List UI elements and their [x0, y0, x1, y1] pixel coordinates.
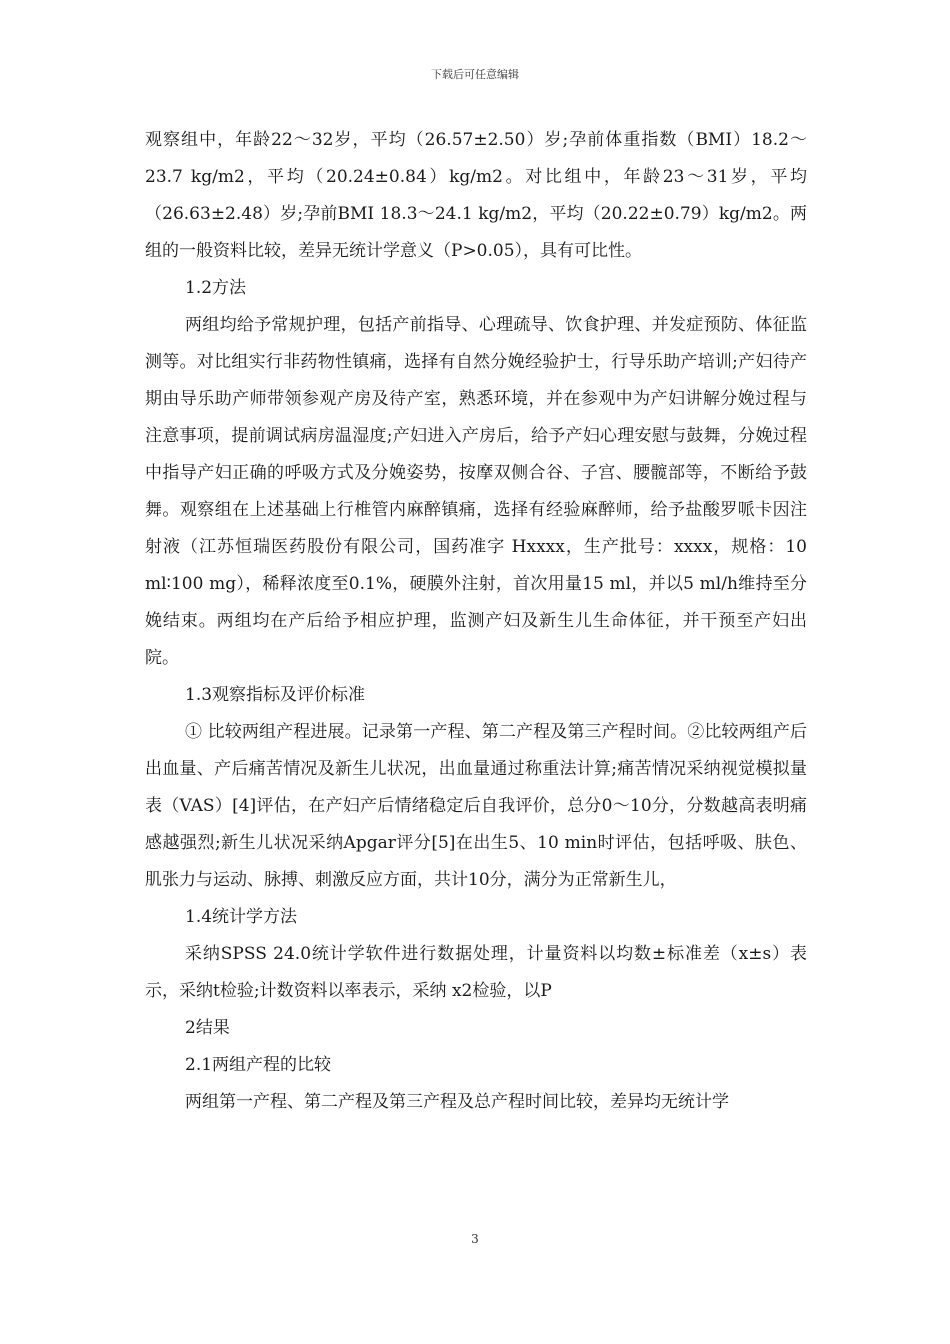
paragraph-baseline: 观察组中，年龄22～32岁，平均（26.57±2.50）岁;孕前体重指数（BMI）18.2～23.7 kg/m2，平均（20.24±0.84）kg/m2。对比组中，年龄23～31岁，平均（26.63±2.48）岁;孕前BMI 18.3～24.1 kg/m2，平均（20.22±0.79）kg/m2。两组的一般资料比较，差异无统计学意义（P>0.05），具有可比性。	[145, 130, 807, 261]
paragraph-methods: 两组均给予常规护理，包括产前指导、心理疏导、饮食护理、并发症预防、体征监测等。对比组实行非药物性镇痛，选择有自然分娩经验护士，行导乐助产培训;产妇待产期由导乐助产师带领参观产房及待产室，熟悉环境，并在参观中为产妇讲解分娩过程与注意事项，提前调试病房温湿度;产妇进入产房后，给予产妇心理安慰与鼓舞，分娩过程中指导产妇正确的呼吸方式及分娩姿势，按摩双侧合谷、子宫、腰髋部等，不断给予鼓舞。观察组在上述基础上行椎管内麻醉镇痛，选择有经验麻醉师，给予盐酸罗哌卡因注射液（江苏恒瑞医药股份有限公司，国药准字 Hxxxx，生产批号：xxxx，规格：10 ml∶100 mg），稀释浓度至0.1%，硬膜外注射，首次用量15 ml，并以5 ml/h维持至分娩结束。两组均在产后给予相应护理，监测产妇及新生儿生命体征，并干预至产妇出院。	[145, 315, 807, 668]
page-number: 3	[471, 1232, 479, 1246]
page-header: 下载后可任意编辑	[431, 68, 519, 81]
section-heading-indicators: 1.3观察指标及评价标准	[185, 685, 366, 705]
section-heading-results: 2结果	[185, 1018, 230, 1038]
section-heading-statistics: 1.4统计学方法	[185, 907, 298, 927]
paragraph-labor-comparison: 两组第一产程、第二产程及第三产程及总产程时间比较，差异均无统计学	[185, 1092, 729, 1112]
section-heading-methods: 1.2方法	[185, 278, 247, 298]
section-heading-labor-comparison: 2.1两组产程的比较	[185, 1055, 332, 1075]
document-body	[145, 122, 807, 1121]
paragraph-statistics: 采纳SPSS 24.0统计学软件进行数据处理，计量资料以均数±标准差（x±s）表示，采纳t检验;计数资料以率表示，采纳 x2检验，以P	[145, 944, 807, 1001]
paragraph-indicators: ① 比较两组产程进展。记录第一产程、第二产程及第三产程时间。②比较两组产后出血量、产后痛苦情况及新生儿状况，出血量通过称重法计算;痛苦情况采纳视觉模拟量表（VAS）[4]评估，在产妇产后情绪稳定后自我评价，总分0～10分，分数越高表明痛感越强烈;新生儿状况采纳Apgar评分[5]在出生5、10 min时评估，包括呼吸、肤色、肌张力与运动、脉搏、刺激反应方面，共计10分，满分为正常新生儿，	[145, 722, 807, 890]
